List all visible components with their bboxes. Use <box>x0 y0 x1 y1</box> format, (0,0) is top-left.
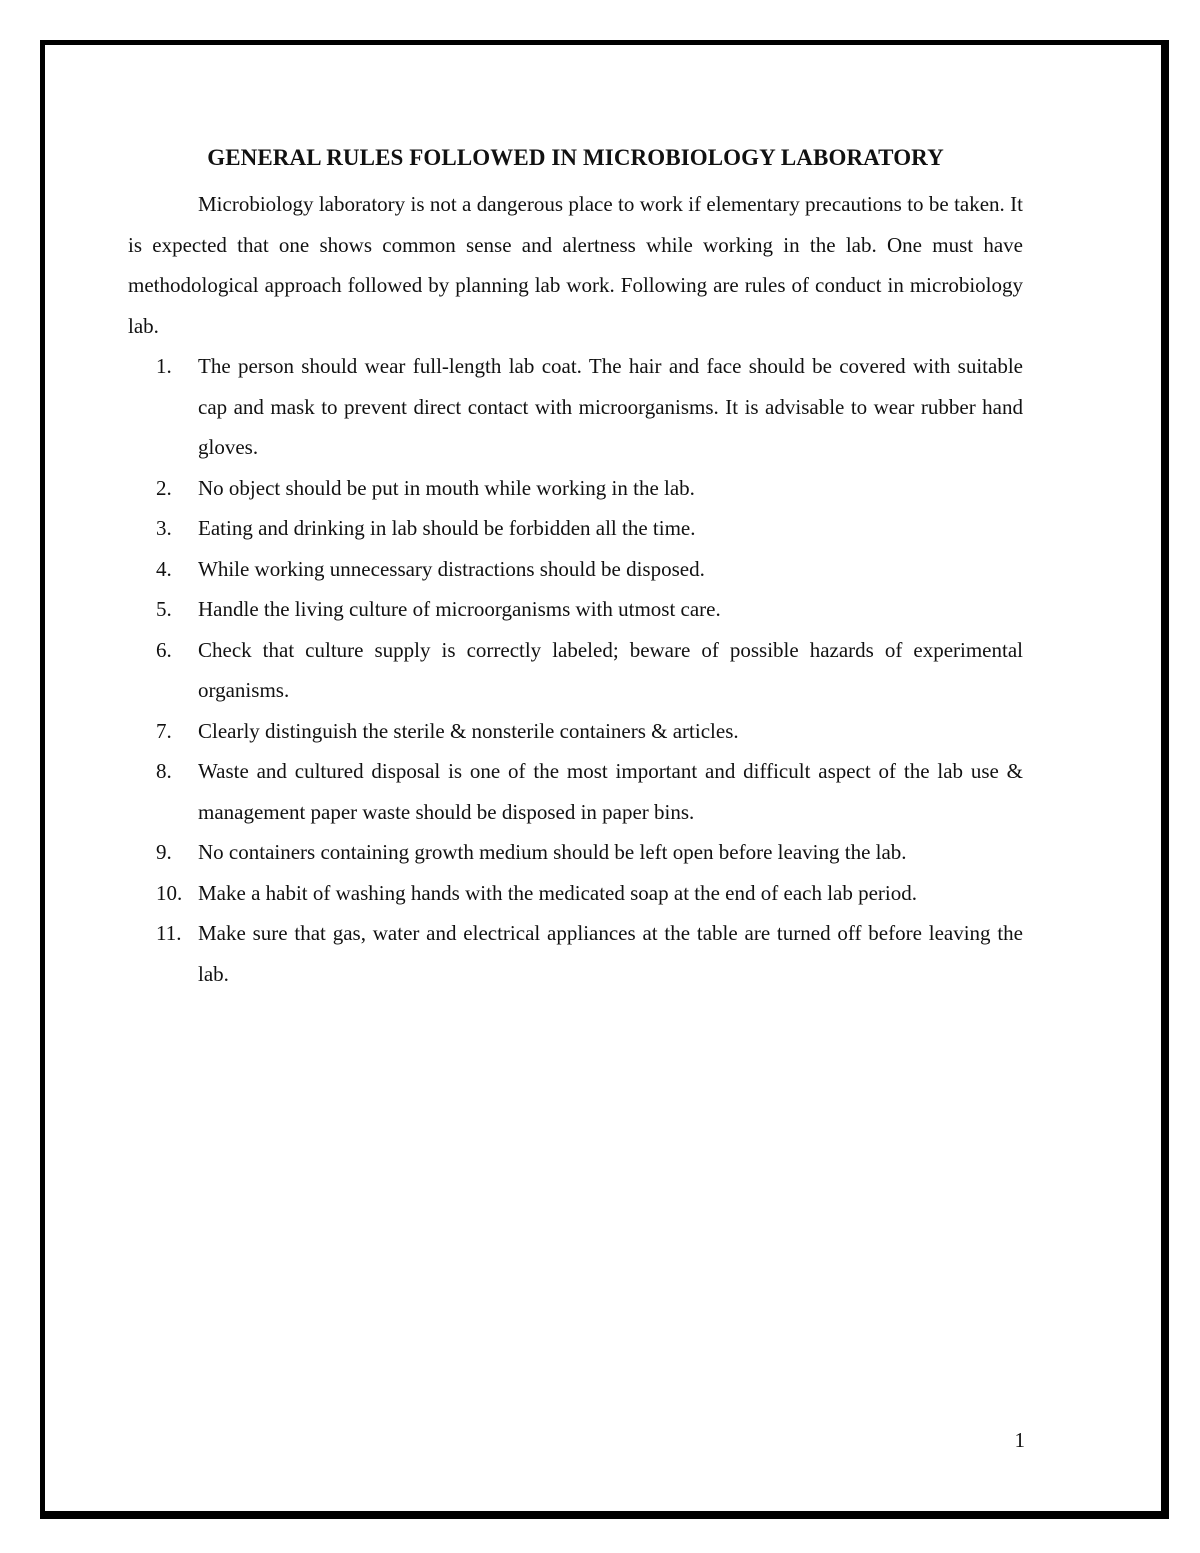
list-item <box>128 873 1023 914</box>
list-item-number: 4. <box>156 556 172 581</box>
list-item-number: 8. <box>156 759 172 783</box>
list-item-text: Make a habit of washing hands with the medicated soap at the end of each lab period. <box>198 880 918 905</box>
intro-paragraph: Microbiology laboratory is not a dangerous place to work if elementary precautions to be taken. It is expected that one shows common sense and alertness while working in the lab. One must have methodological approach followed by planning lab work. Following are rules of conduct in microbiology lab. <box>128 192 1023 338</box>
list-item-text: No containers containing growth medium should be left open before leaving the lab. <box>198 840 907 864</box>
list-item-text: Clearly distinguish the sterile & nonsterile containers & articles. <box>198 718 739 743</box>
list-item <box>128 751 1023 832</box>
list-item <box>128 346 1023 468</box>
list-item-number: 3. <box>156 516 172 540</box>
list-item <box>128 589 1023 630</box>
list-item-text: The person should wear full-length lab coat. The hair and face should be covered with suitable cap and mask to prevent direct contact with microorganisms. It is advisable to wear rubber hand gloves. <box>198 354 1023 459</box>
list-item-number: 2. <box>156 475 172 500</box>
list-item-number: 9. <box>156 840 172 864</box>
list-item-number: 1. <box>156 354 172 378</box>
list-item <box>128 913 1023 994</box>
list-item-number: 5. <box>156 597 172 621</box>
list-item-text: Handle the living culture of microorganisms with utmost care. <box>198 597 721 621</box>
list-item-text: Waste and cultured disposal is one of the most important and difficult aspect of the lab use & management paper waste should be disposed in paper bins. <box>198 759 1023 824</box>
list-item-text: Check that culture supply is correctly labeled; beware of possible hazards of experimental organisms. <box>198 637 1023 702</box>
list-item-text: While working unnecessary distractions should be disposed. <box>198 556 705 581</box>
rules-list <box>128 346 1023 994</box>
list-item-number: 7. <box>156 718 172 743</box>
list-item <box>128 630 1023 711</box>
list-item-text: No object should be put in mouth while working in the lab. <box>198 475 695 500</box>
list-item-number: 11. <box>156 921 182 945</box>
list-item <box>128 549 1023 590</box>
list-item-text: Eating and drinking in lab should be forbidden all the time. <box>198 516 696 540</box>
list-item-number: 6. <box>156 637 172 662</box>
list-item-text: Make sure that gas, water and electrical appliances at the table are turned off before leaving the lab. <box>198 921 1023 986</box>
list-item <box>128 508 1023 549</box>
document-body <box>128 140 1023 994</box>
list-item <box>128 832 1023 873</box>
document-title: GENERAL RULES FOLLOWED IN MICROBIOLOGY LABORATORY <box>207 145 944 170</box>
list-item-number: 10. <box>156 880 183 905</box>
list-item <box>128 711 1023 752</box>
list-item <box>128 468 1023 509</box>
page-number: 1 <box>1014 1428 1025 1452</box>
